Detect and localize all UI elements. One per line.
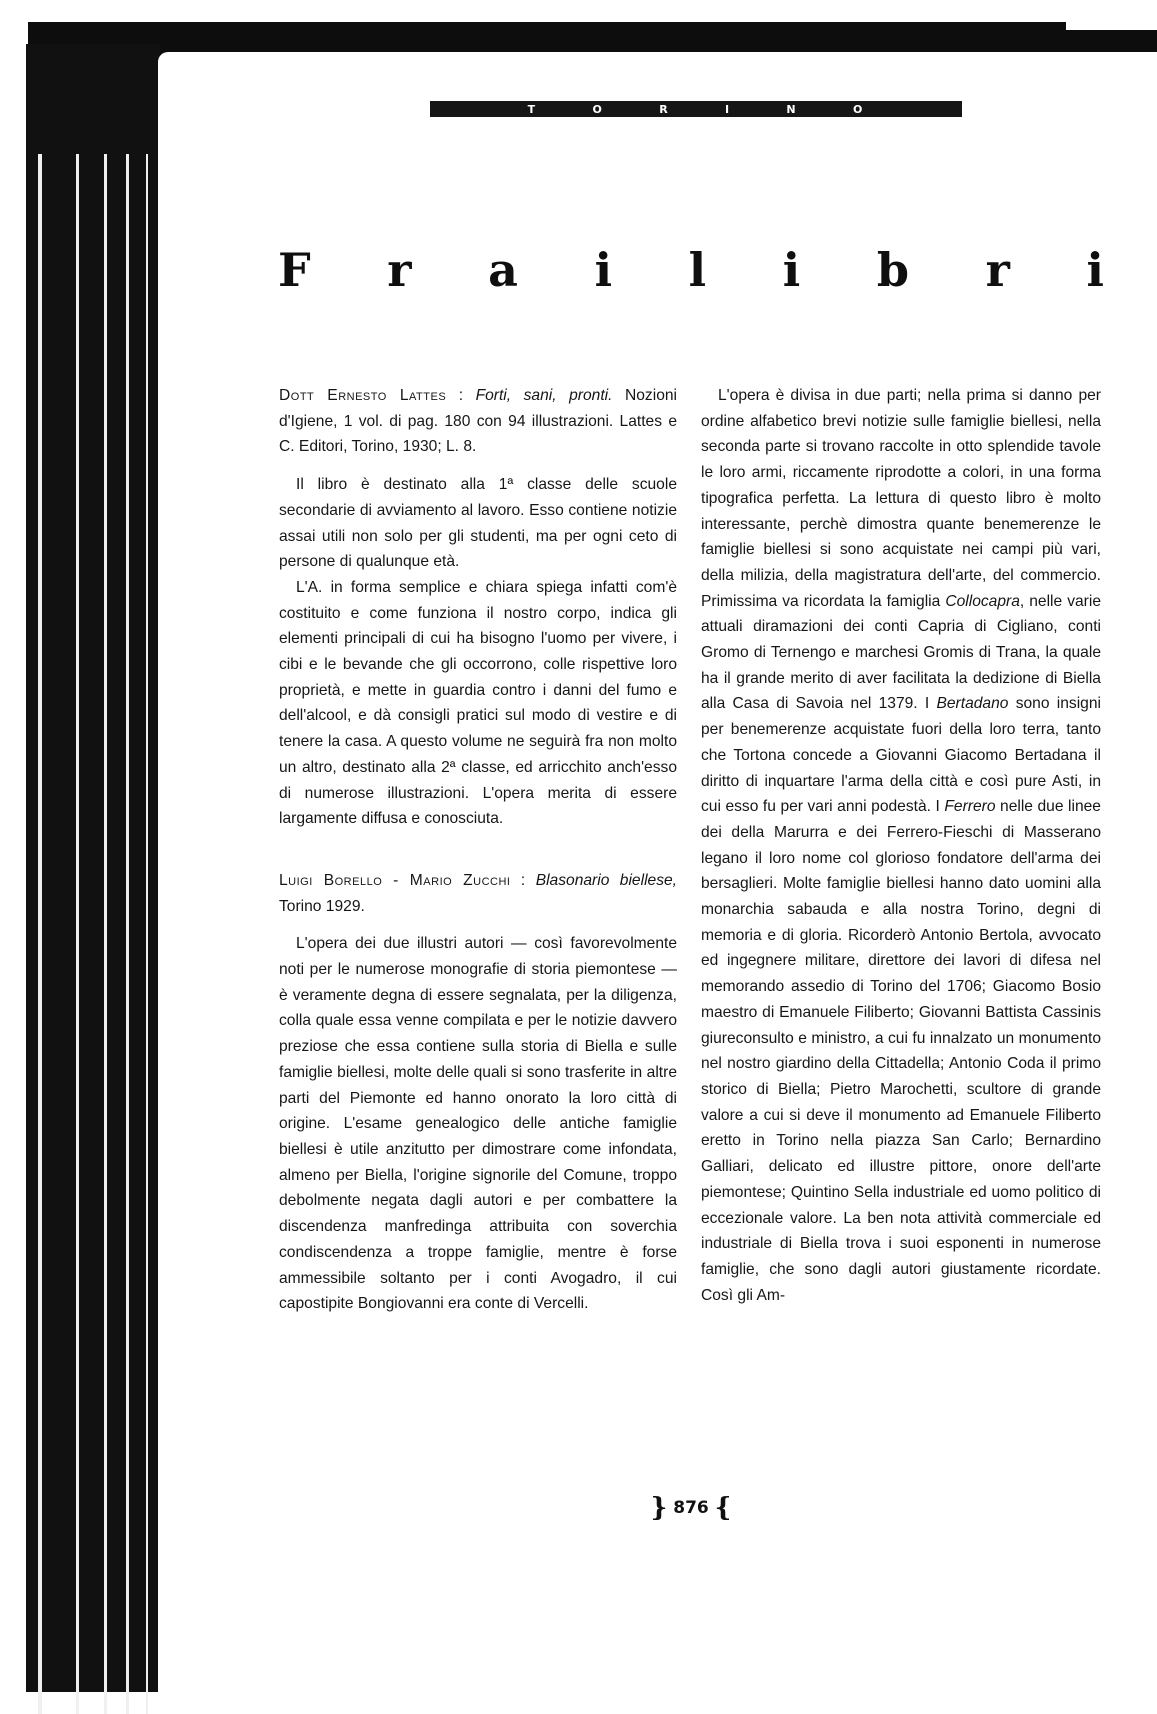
review-book-title: Forti, sani, pronti. <box>475 387 613 404</box>
review-paragraph: Il libro è destinato alla 1ª classe delle scuole secondarie di avviamento al lavoro. Esso contiene notizie assai utili non solo per gli studenti, ma per ogni ceto di persone di qualunque età. <box>279 476 677 571</box>
page-title <box>278 240 1104 300</box>
review-author: Dott Ernesto Lattes <box>279 387 447 404</box>
title-letter: r <box>985 243 1010 297</box>
review-paragraph: L'opera dei due illustri autori — così favorevolmente noti per le numerose monografie di storia piemontese — è veramente degna di essere segnalata, per la diligenza, colla quale essa venne compilata e per le notizie davvero preziose che essa contiene sulla storia di Biella e sulle famiglie biellesi, molte delle quali si sono trasferite in altre parti del Piemonte ed hanno onorato la loro città di origine. L'esame genealogico delle antiche famiglie biellesi è utile anzitutto per dimostrare come infondata, almeno per Biella, l'origine signorile del Comune, troppo debolmente negata dagli autori e per combattere la discendenza manfredinga attribuita con soverchia condiscendenza a troppe famiglie, mentre è forse ammessibile soltanto per i conti Avogadro, il cui capostipite Bongiovanni era conte di Vercelli. <box>279 935 677 1313</box>
brace-ornament-right: { <box>714 1493 732 1523</box>
title-letter: l <box>688 243 707 297</box>
review-details: Nozioni d'Igiene, 1 vol. di pag. 180 con 94 illustrazioni. Lattes e C. Editori, Torino, 1930; L. 8. <box>279 387 678 456</box>
family-name: Collocapra <box>945 592 1020 610</box>
header-letter: O <box>592 102 604 116</box>
review-paragraph <box>701 383 1101 1308</box>
text-run: sono insigni per benemerenze acquistate fuori della loro terra, tanto che Tortona concede a Giovanni Giacomo Bertadana il diritto di inquartare l'arma della città e così pure Asti, in cui esso fu per vari anni podestà. I <box>701 695 1101 816</box>
right-column <box>701 383 1101 1308</box>
text-run: , nelle varie attuali diramazioni dei conti Capria di Cigliano, conti Gromo di Ternengo e marchesi Gromis di Trana, la quale ha il grande merito di aver facilitata la dedizione di Biella alla Casa di Savoia nel 1379. I <box>701 592 1102 713</box>
header-letter: R <box>659 102 670 116</box>
running-header <box>430 101 962 117</box>
title-letter: a <box>488 243 518 297</box>
header-letter: I <box>725 102 732 116</box>
spine-stripe <box>38 154 42 1714</box>
page-number-value: 876 <box>673 1498 709 1518</box>
spine-stripe <box>146 154 148 1714</box>
family-name: Bertadano <box>936 695 1009 713</box>
title-letter: b <box>876 243 910 297</box>
left-column <box>279 383 677 1317</box>
scan-margin-left <box>0 22 28 1692</box>
header-letter: T <box>527 102 538 116</box>
review-paragraph: L'A. in forma semplice e chiara spiega infatti com'è costituito e come funziona il nostro corpo, indica gli elementi principali di cui ha bisogno l'uomo per vivere, i cibi e le bevande che gli occorrono, colle rispettive loro proprietà, e mette in guardia contro i danni del fumo e dell'alcool, e dà consigli pratici sul modo di vestire e di tenere la casa. A questo volume ne seguirà fra non molto un altro, destinato alla 2ª classe, ed arricchito anch'esso di numerose illustrazioni. L'opera merita di essere largamente diffusa e conosciuta. <box>279 578 677 828</box>
family-name: Ferrero <box>944 798 996 816</box>
review-author: Luigi Borello - Mario Zucchi <box>279 871 511 889</box>
header-letter: O <box>852 102 865 116</box>
text-run: nelle due linee dei della Marurra e dei Ferrero-Fieschi di Masserano legano il loro nome col glorioso fondatore dell'arma dei bersaglieri. Molte famiglie biellesi hanno dato uomini alla monarchia sabauda e alla nostra Torino, degni di memoria e di gloria. Ricorderò Antonio Bertola, avvocato ed ingegnere militare, direttore dei lavori di difesa nel memorando assedio di Torino del 1706; Giacomo Bosio maestro di Emanuele Filiberto; Giovanni Battista Cassinis giureconsulto e ministro, a cui fu innalzato un monumento nel nostro giardino della Cittadella; Antonio Coda il primo storico di Biella; Pietro Marochetti, scultore di grande valore a cui si deve il monumento ad Emanuele Filiberto eretto in Torino nella piazza San Carlo; Bernardino Galliari, delicato ed illustre pittore, onore dell'arte piemontese; Quintino Sella industriale ed uomo politico di eccezionale valore. La ben nota attività commerciale ed industriale di Biella trova i suoi esponenti in numerose famiglie, che sono dagli autori giustamente ricordate. Così gli Am- <box>701 798 1101 1304</box>
review-book-title: Blasonario biellese, <box>535 871 678 889</box>
book-spine <box>26 44 160 1692</box>
spine-stripe <box>76 154 79 1714</box>
spine-stripe <box>126 154 129 1714</box>
title-letter: r <box>387 243 412 297</box>
review-citation: Luigi Borello - Mario Zucchi : Blasonario biellese, Torino 1929. <box>279 871 678 915</box>
title-letter: i <box>1086 243 1104 297</box>
header-letter: N <box>786 102 798 116</box>
page-number <box>636 1493 746 1523</box>
spine-stripe <box>104 154 107 1714</box>
review-details: Torino 1929. <box>279 897 365 915</box>
text-run: L'opera è divisa in due parti; nella prima si danno per ordine alfabetico brevi notizie sulle famiglie biellesi, nella seconda parte si trovano raccolte in otto splendide tavole le loro armi, riccamente riprodotte a colori, in una forma tipografica perfetta. La lettura di questo libro è molto interessante, perchè dimostra quante benemerenze le famiglie biellesi si sono acquistate nei campi più vari, della milizia, della magistratura dell'arte, del commercio. Primissima va ricordata la famiglia <box>701 387 1101 610</box>
review-citation: Dott Ernesto Lattes : Forti, sani, pronti. Nozioni d'Igiene, 1 vol. di pag. 180 con 94 illustrazioni. Lattes e C. Editori, Torino, 1930; L. 8. <box>279 387 678 456</box>
title-letter: F <box>278 243 311 297</box>
brace-ornament-left: } <box>650 1493 668 1523</box>
title-letter: i <box>594 243 613 297</box>
title-letter: i <box>782 243 801 297</box>
